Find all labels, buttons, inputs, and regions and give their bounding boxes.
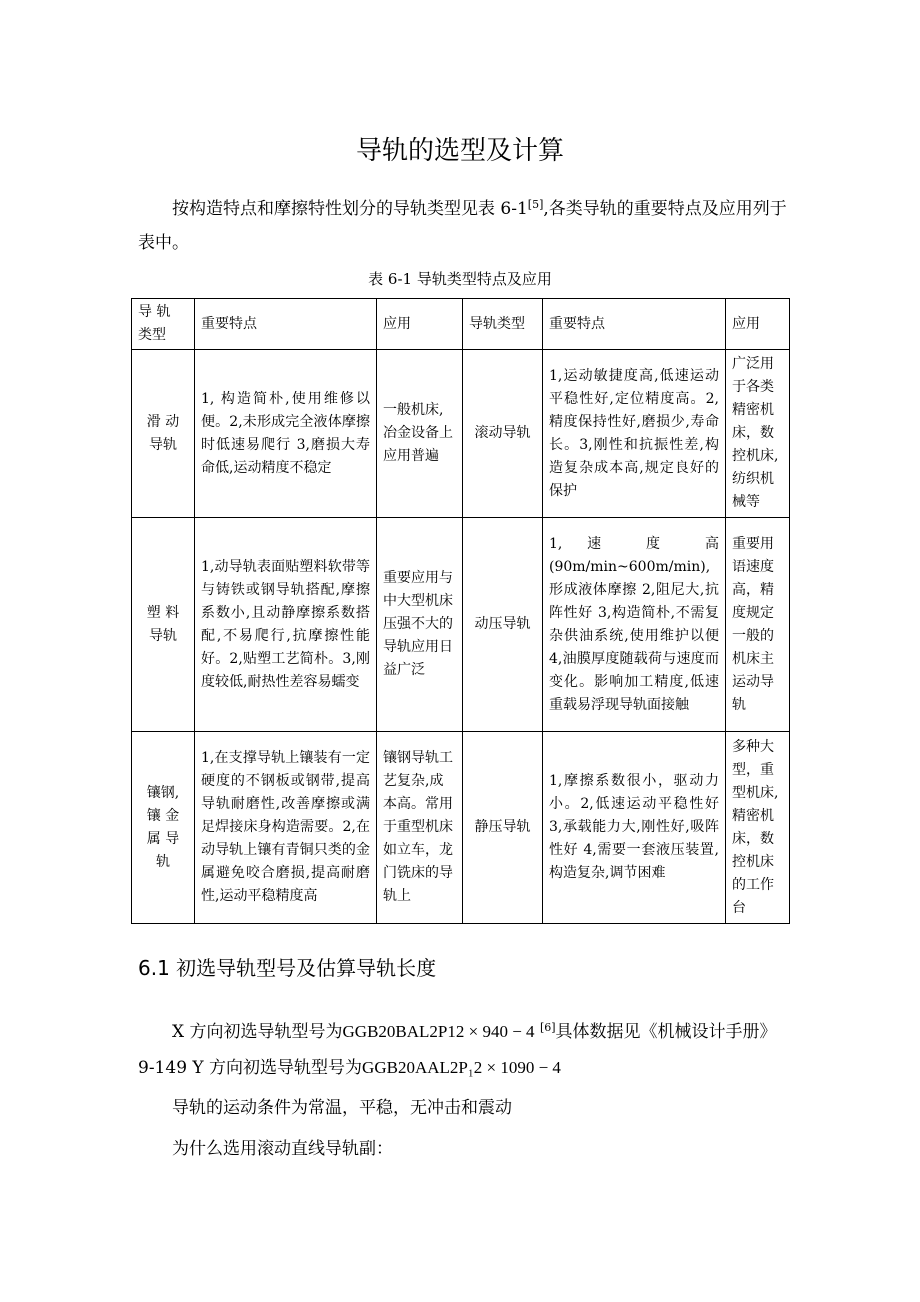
row1-type2: 滚动导轨	[463, 350, 543, 518]
intro-text: 按构造特点和摩擦特性划分的导轨类型见表 6-1	[172, 199, 528, 219]
intro-tail: ,各类导轨的重要特点及应用列于表中。	[138, 199, 787, 253]
row2-type1: 塑 料 导轨	[132, 518, 195, 732]
x-direction-text: X 方向初选导轨型号为	[172, 1022, 343, 1042]
section-heading: 6.1 初选导轨型号及估算导轨长度	[138, 956, 437, 980]
row2-features1: 1,动导轨表面贴塑料软带等与铸铁或钢导轨搭配,摩擦系数小,且动静摩擦系数搭配,不易爬行,抗摩擦性能好。2,贴塑工艺简朴。3,刚度较低,耐热性差容易蠕变	[195, 518, 377, 732]
row1-features2: 1,运动敏捷度高,低速运动平稳性好,定位精度高。2,精度保持性好,磨损少,寿命长。3,刚性和抗振性差,构造复杂成本高,规定良好的保护	[543, 350, 726, 518]
row3-application2: 多种大型，重型机床,精密机床，数控机床的工作台	[726, 732, 790, 924]
y-rail-model-formula: GGB20AAL2P₁2 × 1090 − 4	[362, 1058, 561, 1077]
header-application-1: 应用	[377, 299, 463, 350]
motion-condition-paragraph: 导轨的运动条件为常温，平稳，无冲击和震动	[172, 1098, 512, 1118]
selection-reference: [6]	[539, 1021, 556, 1034]
row1-application1: 一般机床,冶金设备上应用普遍	[377, 350, 463, 518]
intro-paragraph	[138, 188, 788, 260]
row3-type2: 静压导轨	[463, 732, 543, 924]
header-features-2: 重要特点	[543, 299, 726, 350]
row1-type1: 滑 动 导轨	[132, 350, 195, 518]
row1-application2: 广泛用于各类精密机床，数控机床,纺织机械等	[726, 350, 790, 518]
table-header-row	[132, 299, 790, 350]
header-features-1: 重要特点	[195, 299, 377, 350]
question-paragraph: 为什么选用滚动直线导轨副：	[172, 1139, 393, 1159]
page-title: 导轨的选型及计算	[355, 136, 564, 166]
header-type-1: 导 轨 类型	[132, 299, 195, 350]
row3-type1: 镶钢, 镶 金 属 导 轨	[132, 732, 195, 924]
row2-features2: 1, 速 度 高 (90m/min~600m/min),形成液体摩擦 2,阻尼大,抗阵性好 3,构造简朴,不需复杂供油系统,使用维护以便 4,油膜厚度随载荷与速度而变化。影响加工精度,低速重载易浮现导轨面接触	[543, 518, 726, 732]
y-direction-text: 具体数据见《机械设计手册》9-149 Y 方向初选导轨型号为	[138, 1022, 777, 1078]
x-rail-model-formula: GGB20BAL2P12 × 940 − 4	[342, 1022, 535, 1041]
table-row	[132, 350, 790, 518]
selection-paragraph	[138, 1010, 788, 1086]
row2-type2: 动压导轨	[463, 518, 543, 732]
header-type-2: 导轨类型	[463, 299, 543, 350]
header-application-2: 应用	[726, 299, 790, 350]
intro-reference: [5]	[527, 198, 544, 211]
table-row	[132, 518, 790, 732]
row3-features2: 1,摩擦系数很小，驱动力小。2,低速运动平稳性好 3,承载能力大,刚性好,吸阵性好 4,需要一套液压装置,构造复杂,调节困难	[543, 732, 726, 924]
rail-type-table	[131, 298, 790, 924]
row2-application2: 重要用语速度高，精度规定一般的机床主运动导轨	[726, 518, 790, 732]
row2-application1: 重要应用与中大型机床压强不大的导轨应用日益广泛	[377, 518, 463, 732]
row3-features1: 1,在支撑导轨上镶装有一定硬度的不钢板或钢带,提高导轨耐磨性,改善摩擦或满足焊接床身构造需要。2,在动导轨上镶有青铜只类的金属避免咬合磨损,提高耐磨性,运动平稳精度高	[195, 732, 377, 924]
table-row	[132, 732, 790, 924]
row1-features1: 1, 构造简朴,使用维修以便。2,未形成完全液体摩擦时低速易爬行 3,磨损大寿命低,运动精度不稳定	[195, 350, 377, 518]
row3-application1: 镶钢导轨工艺复杂,成本高。常用于重型机床如立车，龙门铣床的导轨上	[377, 732, 463, 924]
table-caption: 表 6-1 导轨类型特点及应用	[368, 270, 552, 288]
